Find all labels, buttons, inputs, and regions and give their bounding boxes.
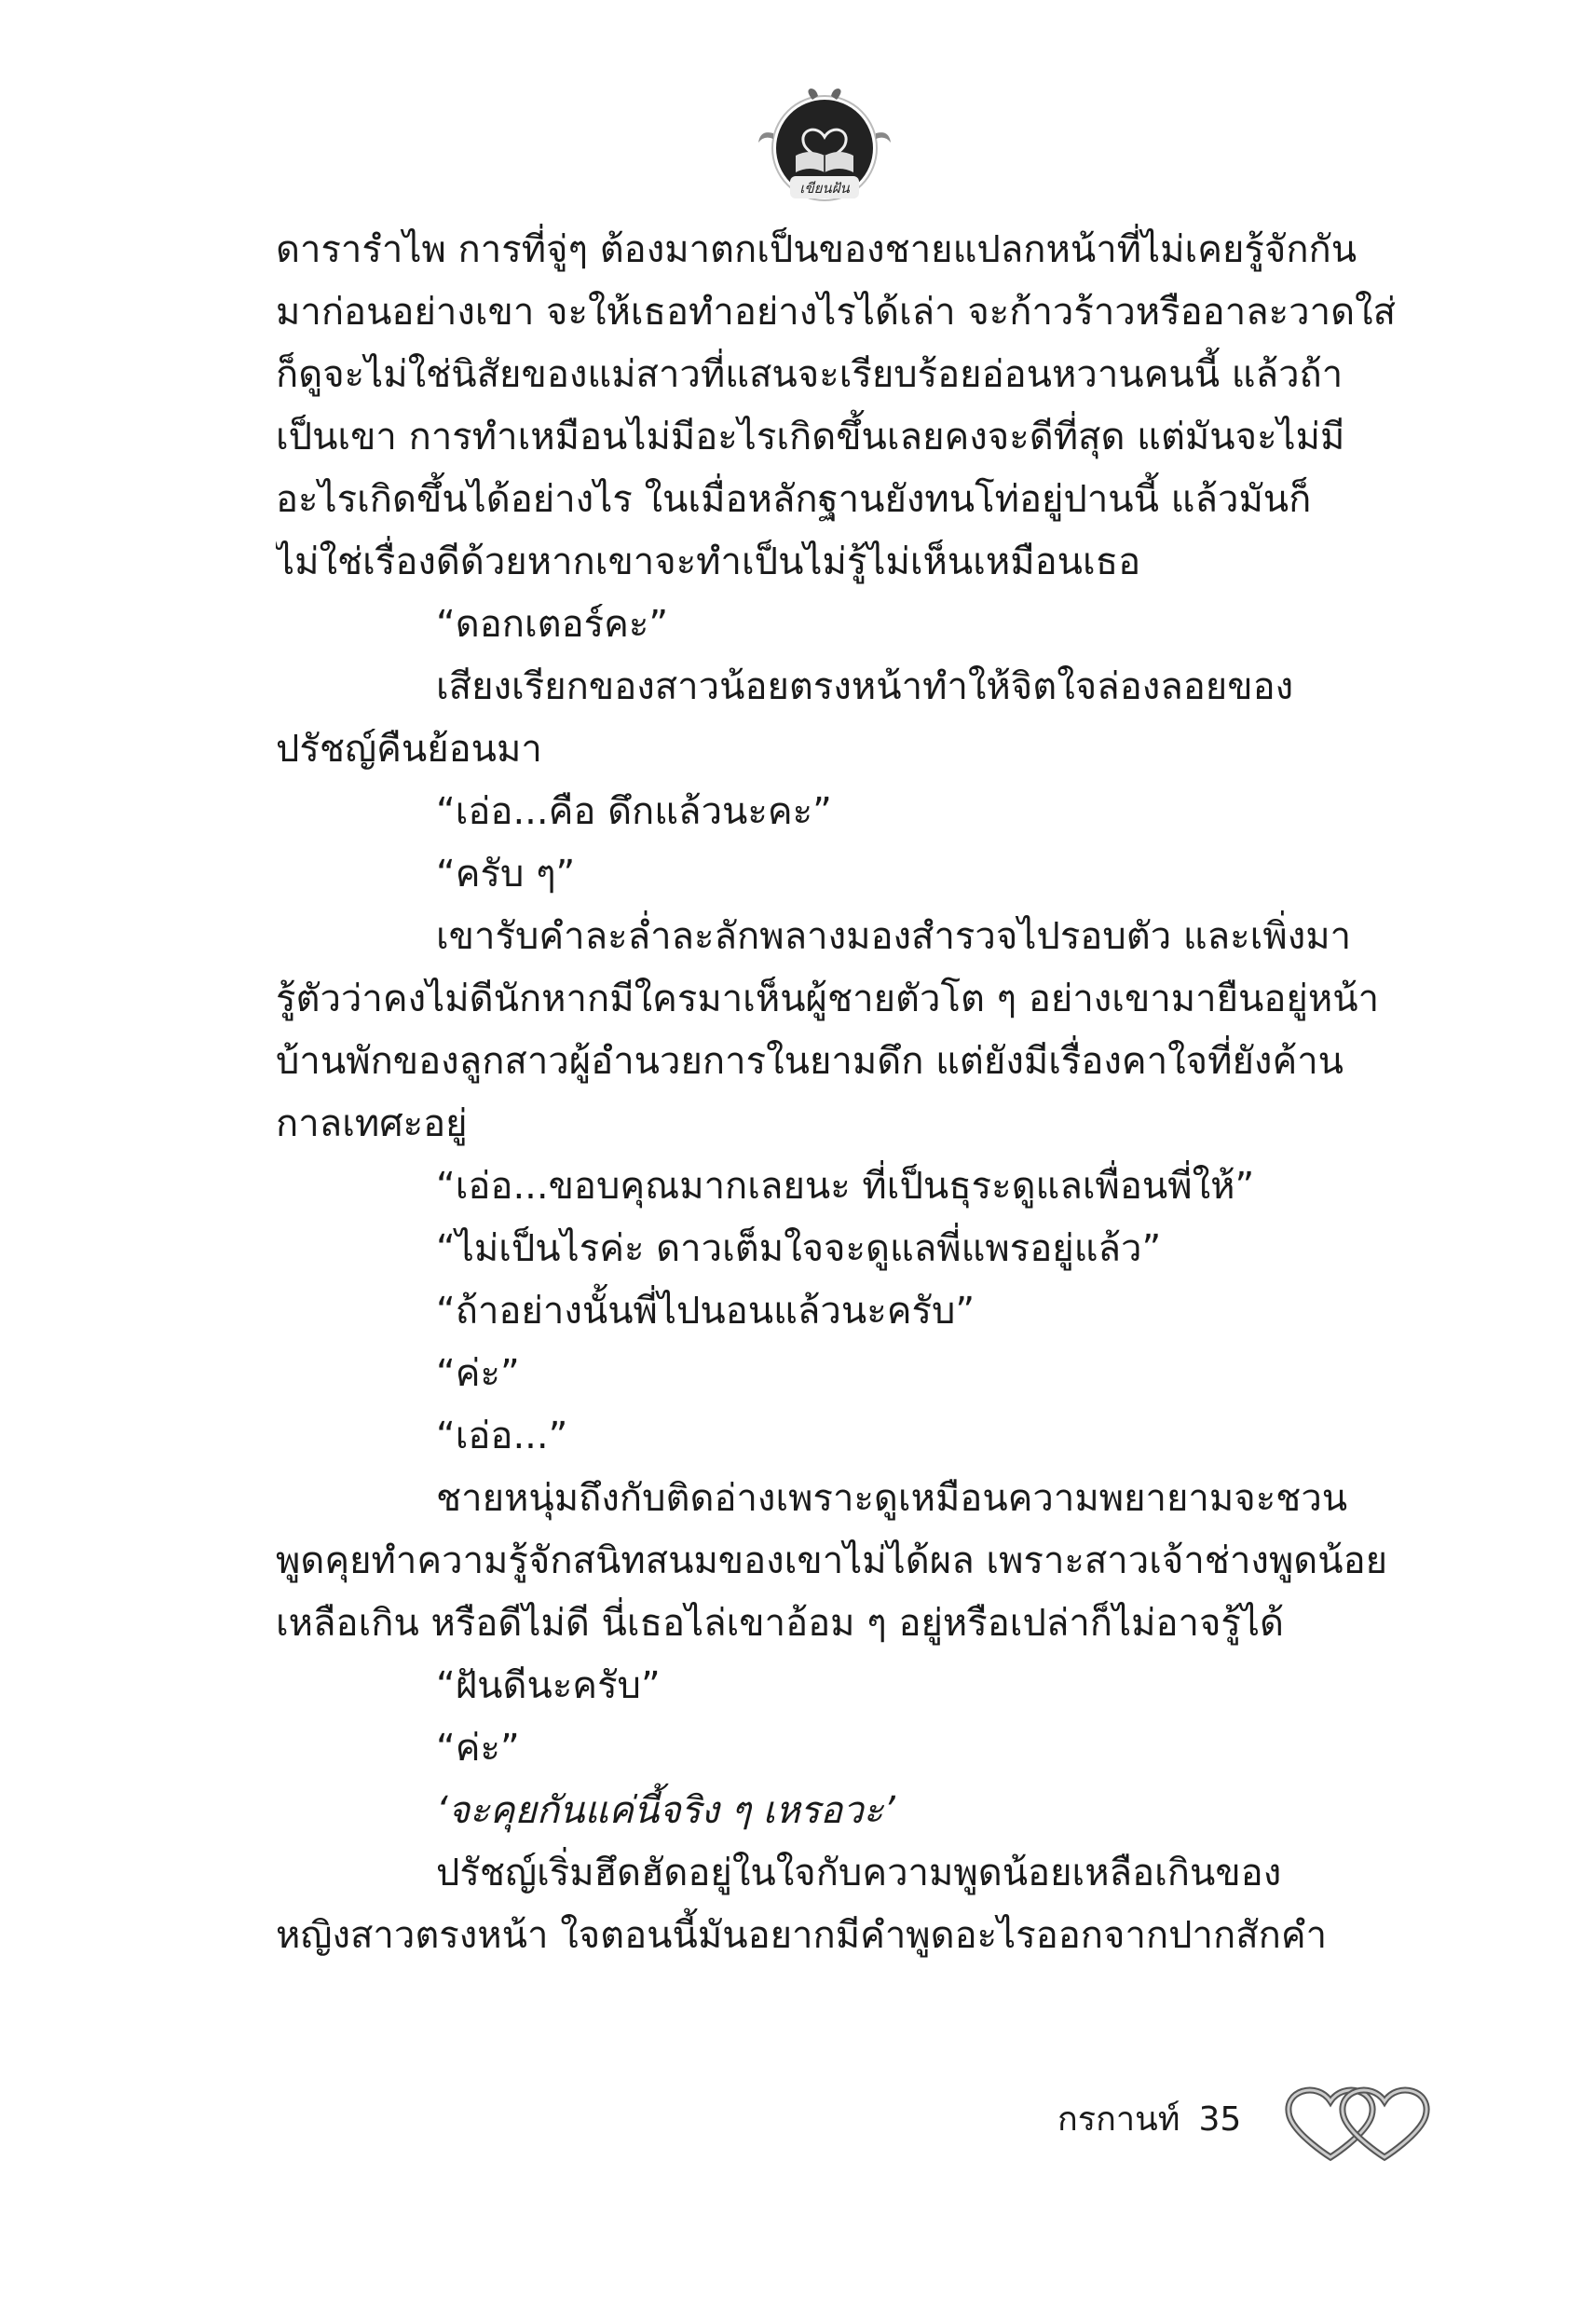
text-line: เป็นเขา การทำเหมือนไม่มีอะไรเกิดขึ้นเลยคงจะดีที่สุด แต่มันจะไม่มี <box>276 416 1345 458</box>
text-line: “ค่ะ” <box>436 1727 520 1770</box>
body-text <box>276 219 1414 1967</box>
text-line: “ฝันดีนะครับ” <box>436 1664 661 1707</box>
double-heart-icon <box>1275 2073 1442 2176</box>
text-line: “เอ่อ...” <box>436 1415 568 1457</box>
text-line: ปรัชญ์คืนย้อนมา <box>276 728 542 771</box>
text-line: ชายหนุ่มถึงกับติดอ่างเพราะดูเหมือนความพยายามจะชวน <box>436 1477 1348 1520</box>
text-line: เหลือเกิน หรือดีไม่ดี นี่เธอไล่เขาอ้อม ๆ อยู่หรือเปล่าก็ไม่อาจรู้ได้ <box>276 1602 1285 1645</box>
text-line: พูดคุยทำความรู้จักสนิทสนมของเขาไม่ได้ผล เพราะสาวเจ้าช่างพูดน้อย <box>276 1539 1388 1582</box>
text-line: “ไม่เป็นไรค่ะ ดาวเต็มใจจะดูแลพี่แพรอยู่แล้ว” <box>436 1227 1162 1270</box>
text-line: อะไรเกิดขึ้นได้อย่างไร ในเมื่อหลักฐานยังทนโท่อยู่ปานนี้ แล้วมันก็ <box>276 478 1312 521</box>
text-line: เสียงเรียกของสาวน้อยตรงหน้าทำให้จิตใจล่องลอยของ <box>436 665 1294 708</box>
text-line: “ค่ะ” <box>436 1352 520 1395</box>
footer-title: กรกานท์ <box>1057 2100 1180 2139</box>
text-line: ‘จะคุยกันแค่นี้จริง ๆ เหรอวะ’ <box>436 1789 895 1832</box>
text-line: บ้านพักของลูกสาวผู้อำนวยการในยามดึก แต่ยังมีเรื่องคาใจที่ยังค้าน <box>276 1040 1344 1083</box>
text-line: ไม่ใช่เรื่องดีด้วยหากเขาจะทำเป็นไม่รู้ไม่เห็นเหมือนเธอ <box>276 540 1141 583</box>
text-line: ปรัชญ์เริ่มฮึดฮัดอยู่ในใจกับความพูดน้อยเหลือเกินของ <box>436 1852 1282 1894</box>
svg-text:เขียนฝัน: เขียนฝัน <box>799 180 850 197</box>
text-line: มาก่อนอย่างเขา จะให้เธอทำอย่างไรได้เล่า จะก้าวร้าวหรืออาละวาดใส่ <box>276 291 1396 334</box>
text-line: กาลเทศะอยู่ <box>276 1102 468 1145</box>
page-footer <box>1057 2092 1241 2148</box>
text-line: “เอ่อ...ขอบคุณมากเลยนะ ที่เป็นธุระดูแลเพื่อนพี่ให้” <box>436 1165 1255 1208</box>
text-line: ดารารำไพ การที่จู่ๆ ต้องมาตกเป็นของชายแปลกหน้าที่ไม่เคยรู้จักกัน <box>276 228 1357 271</box>
text-line: ก็ดูจะไม่ใช่นิสัยของแม่สาวที่แสนจะเรียบร้อยอ่อนหวานคนนี้ แล้วถ้า <box>276 353 1344 396</box>
text-line: รู้ตัวว่าคงไม่ดีนักหากมีใครมาเห็นผู้ชายตัวโต ๆ อย่างเขามายืนอยู่หน้า <box>276 978 1380 1020</box>
page-number: 35 <box>1198 2100 1242 2139</box>
text-line: “ครับ ๆ” <box>436 853 576 896</box>
text-line: เขารับคำละล่ำละลักพลางมองสำรวจไปรอบตัว และเพิ่งมา <box>436 915 1352 958</box>
heart-book-logo-icon <box>755 89 894 205</box>
text-line: หญิงสาวตรงหน้า ใจตอนนี้มันอยากมีคำพูดอะไรออกจากปากสักคำ <box>276 1914 1328 1957</box>
text-line: “ดอกเตอร์คะ” <box>436 603 669 646</box>
text-line: “เอ่อ...คือ ดึกแล้วนะคะ” <box>436 790 832 833</box>
text-line: “ถ้าอย่างนั้นพี่ไปนอนแล้วนะครับ” <box>436 1290 975 1333</box>
